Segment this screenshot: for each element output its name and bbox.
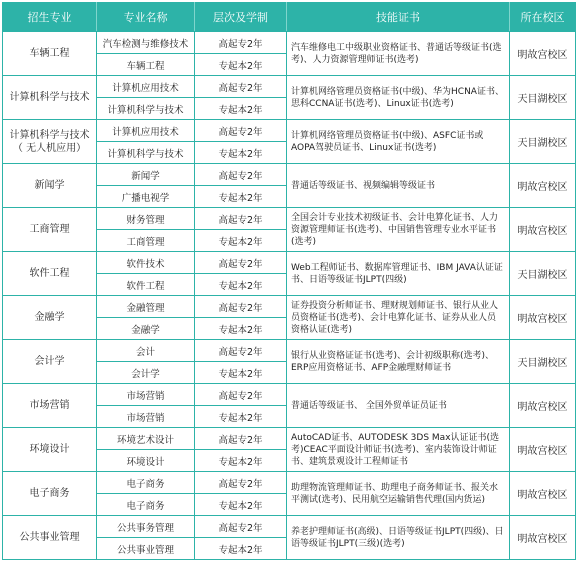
program-name-cell: 计算机应用技术 <box>97 120 195 142</box>
major-cell <box>3 120 97 164</box>
campus-cell: 天目湖校区 <box>510 252 576 296</box>
major-cell <box>3 164 97 208</box>
header-row <box>3 3 576 32</box>
campus-cell: 天目湖校区 <box>510 340 576 384</box>
program-name-cell: 新闻学 <box>97 164 195 186</box>
campus-cell: 天目湖校区 <box>510 120 576 164</box>
program-name-cell: 会计 <box>97 340 195 362</box>
level-cell: 高起专2年 <box>195 384 287 406</box>
major-cell <box>3 340 97 384</box>
level-cell: 专起本2年 <box>195 98 287 120</box>
table-row <box>3 252 576 274</box>
major-cell <box>3 296 97 340</box>
program-name-cell: 市场营销 <box>97 406 195 428</box>
level-cell: 高起专2年 <box>195 208 287 230</box>
level-cell: 专起本2年 <box>195 318 287 340</box>
table-row <box>3 164 576 186</box>
certificates-cell: 计算机网络管理员资格证书(中级)、ASFC证书或AOPA驾驶员证书、Linux证书(选考) <box>287 120 510 164</box>
major-cell <box>3 252 97 296</box>
program-name-cell: 市场营销 <box>97 384 195 406</box>
table-row <box>3 296 576 318</box>
level-cell: 高起专2年 <box>195 120 287 142</box>
campus-cell: 明故宫校区 <box>510 296 576 340</box>
major-cell <box>3 384 97 428</box>
header-level: 层次及学制 <box>195 3 287 32</box>
level-cell: 高起专2年 <box>195 428 287 450</box>
certificates-cell: 计算机网络管理员资格证书(中级)、华为HCNA证书、思科CCNA证书(选考)、Linux证书(选考) <box>287 76 510 120</box>
program-name-cell: 电子商务 <box>97 494 195 516</box>
certificates-cell: 助理物流管理师证书、助理电子商务师证书、报关水平测试(选考)、民用航空运输销售代理(国内货运) <box>287 472 510 516</box>
major-label: 车辆工程 <box>29 48 70 59</box>
major-label: 市场营销 <box>29 400 70 411</box>
table-row <box>3 120 576 142</box>
program-name-cell: 软件技术 <box>97 252 195 274</box>
program-name-cell: 计算机应用技术 <box>97 76 195 98</box>
major-cell <box>3 208 97 252</box>
level-cell: 专起本2年 <box>195 494 287 516</box>
certificates-cell: 全国会计专业技术初级证书、会计电算化证书、人力资源管理师证书(选考)、中国销售管理专业水平证书(选考) <box>287 208 510 252</box>
certificates-cell: 证券投资分析师证书、理财规划师证书、银行从业人员资格证书(选考)、会计电算化证书、证券从业人员资格认证(选考) <box>287 296 510 340</box>
major-label: 工商管理 <box>29 224 70 235</box>
campus-cell: 明故宫校区 <box>510 516 576 560</box>
program-name-cell: 金融管理 <box>97 296 195 318</box>
major-label: （ 无人机应用） <box>12 142 87 154</box>
program-name-cell: 会计学 <box>97 362 195 384</box>
program-name-cell: 广播电视学 <box>97 186 195 208</box>
table-row <box>3 516 576 538</box>
certificates-cell: Web工程师证书、数据库管理证书、IBM JAVA认证证书、日语等级证书JLPT(四级) <box>287 252 510 296</box>
certificates-cell: AutoCAD证书、AUTODESK 3DS Max认证证书(选考)CEAC平面设计师证书(选考)、室内装饰设计师证书、建筑景观设计工程师证书 <box>287 428 510 472</box>
level-cell: 高起专2年 <box>195 252 287 274</box>
major-label: 公共事业管理 <box>19 532 80 543</box>
program-name-cell: 环境设计 <box>97 450 195 472</box>
level-cell: 专起本2年 <box>195 54 287 76</box>
major-cell <box>3 516 97 560</box>
major-label: 新闻学 <box>34 180 65 191</box>
header-campus: 所在校区 <box>510 3 576 32</box>
level-cell: 专起本2年 <box>195 450 287 472</box>
campus-cell: 明故宫校区 <box>510 164 576 208</box>
major-label: 金融学 <box>34 312 65 323</box>
program-name-cell: 财务管理 <box>97 208 195 230</box>
program-name-cell: 环境艺术设计 <box>97 428 195 450</box>
table-row <box>3 428 576 450</box>
major-cell <box>3 76 97 120</box>
campus-cell: 明故宫校区 <box>510 384 576 428</box>
level-cell: 高起专2年 <box>195 164 287 186</box>
major-label: 环境设计 <box>29 444 70 455</box>
level-cell: 专起本2年 <box>195 186 287 208</box>
major-cell <box>3 472 97 516</box>
major-label: 计算机科学与技术 <box>9 129 90 141</box>
major-label: 软件工程 <box>29 268 70 279</box>
level-cell: 高起专2年 <box>195 32 287 54</box>
table-row <box>3 384 576 406</box>
header-major: 招生专业 <box>3 3 97 32</box>
header-certificates: 技能证书 <box>287 3 510 32</box>
program-name-cell: 公共事业管理 <box>97 538 195 560</box>
program-name-cell: 计算机科学与技术 <box>97 142 195 164</box>
program-name-cell: 计算机科学与技术 <box>97 98 195 120</box>
table-row <box>3 32 576 54</box>
level-cell: 高起专2年 <box>195 340 287 362</box>
certificates-cell: 养老护理师证书(高级)、日语等级证书JLPT(四级)、日语等级证书JLPT(三级)(选考) <box>287 516 510 560</box>
table-row <box>3 76 576 98</box>
campus-cell: 明故宫校区 <box>510 208 576 252</box>
certificates-cell: 银行从业资格证证书(选考)、会计初级职称(选考)、ERP应用资格证书、AFP金融理财师证书 <box>287 340 510 384</box>
certificates-cell: 普通话等级证书、视频编辑等级证书 <box>287 164 510 208</box>
program-name-cell: 软件工程 <box>97 274 195 296</box>
level-cell: 高起专2年 <box>195 472 287 494</box>
major-cell <box>3 428 97 472</box>
program-name-cell: 工商管理 <box>97 230 195 252</box>
level-cell: 专起本2年 <box>195 406 287 428</box>
level-cell: 高起专2年 <box>195 76 287 98</box>
level-cell: 专起本2年 <box>195 142 287 164</box>
major-label: 会计学 <box>34 356 65 367</box>
campus-cell: 明故宫校区 <box>510 428 576 472</box>
certificates-cell: 普通话等级证书、 全国外贸单证员证书 <box>287 384 510 428</box>
table-row <box>3 208 576 230</box>
header-program-name: 专业名称 <box>97 3 195 32</box>
table-row <box>3 472 576 494</box>
major-cell <box>3 32 97 76</box>
level-cell: 专起本2年 <box>195 230 287 252</box>
campus-cell: 明故宫校区 <box>510 472 576 516</box>
level-cell: 高起专2年 <box>195 516 287 538</box>
table-body <box>3 32 576 560</box>
campus-cell: 天目湖校区 <box>510 76 576 120</box>
program-name-cell: 电子商务 <box>97 472 195 494</box>
program-name-cell: 车辆工程 <box>97 54 195 76</box>
level-cell: 专起本2年 <box>195 362 287 384</box>
level-cell: 高起专2年 <box>195 296 287 318</box>
table-row <box>3 340 576 362</box>
certificates-cell: 汽车维修电工中级职业资格证书、普通话等级证书(选考)、人力资源管理师证书(选考) <box>287 32 510 76</box>
major-label: 计算机科学与技术 <box>9 92 90 103</box>
level-cell: 专起本2年 <box>195 538 287 560</box>
program-table <box>2 2 576 560</box>
major-label: 电子商务 <box>29 488 70 499</box>
campus-cell: 明故宫校区 <box>510 32 576 76</box>
program-name-cell: 金融学 <box>97 318 195 340</box>
program-name-cell: 公共事务管理 <box>97 516 195 538</box>
level-cell: 专起本2年 <box>195 274 287 296</box>
program-name-cell: 汽车检测与维修技术 <box>97 32 195 54</box>
